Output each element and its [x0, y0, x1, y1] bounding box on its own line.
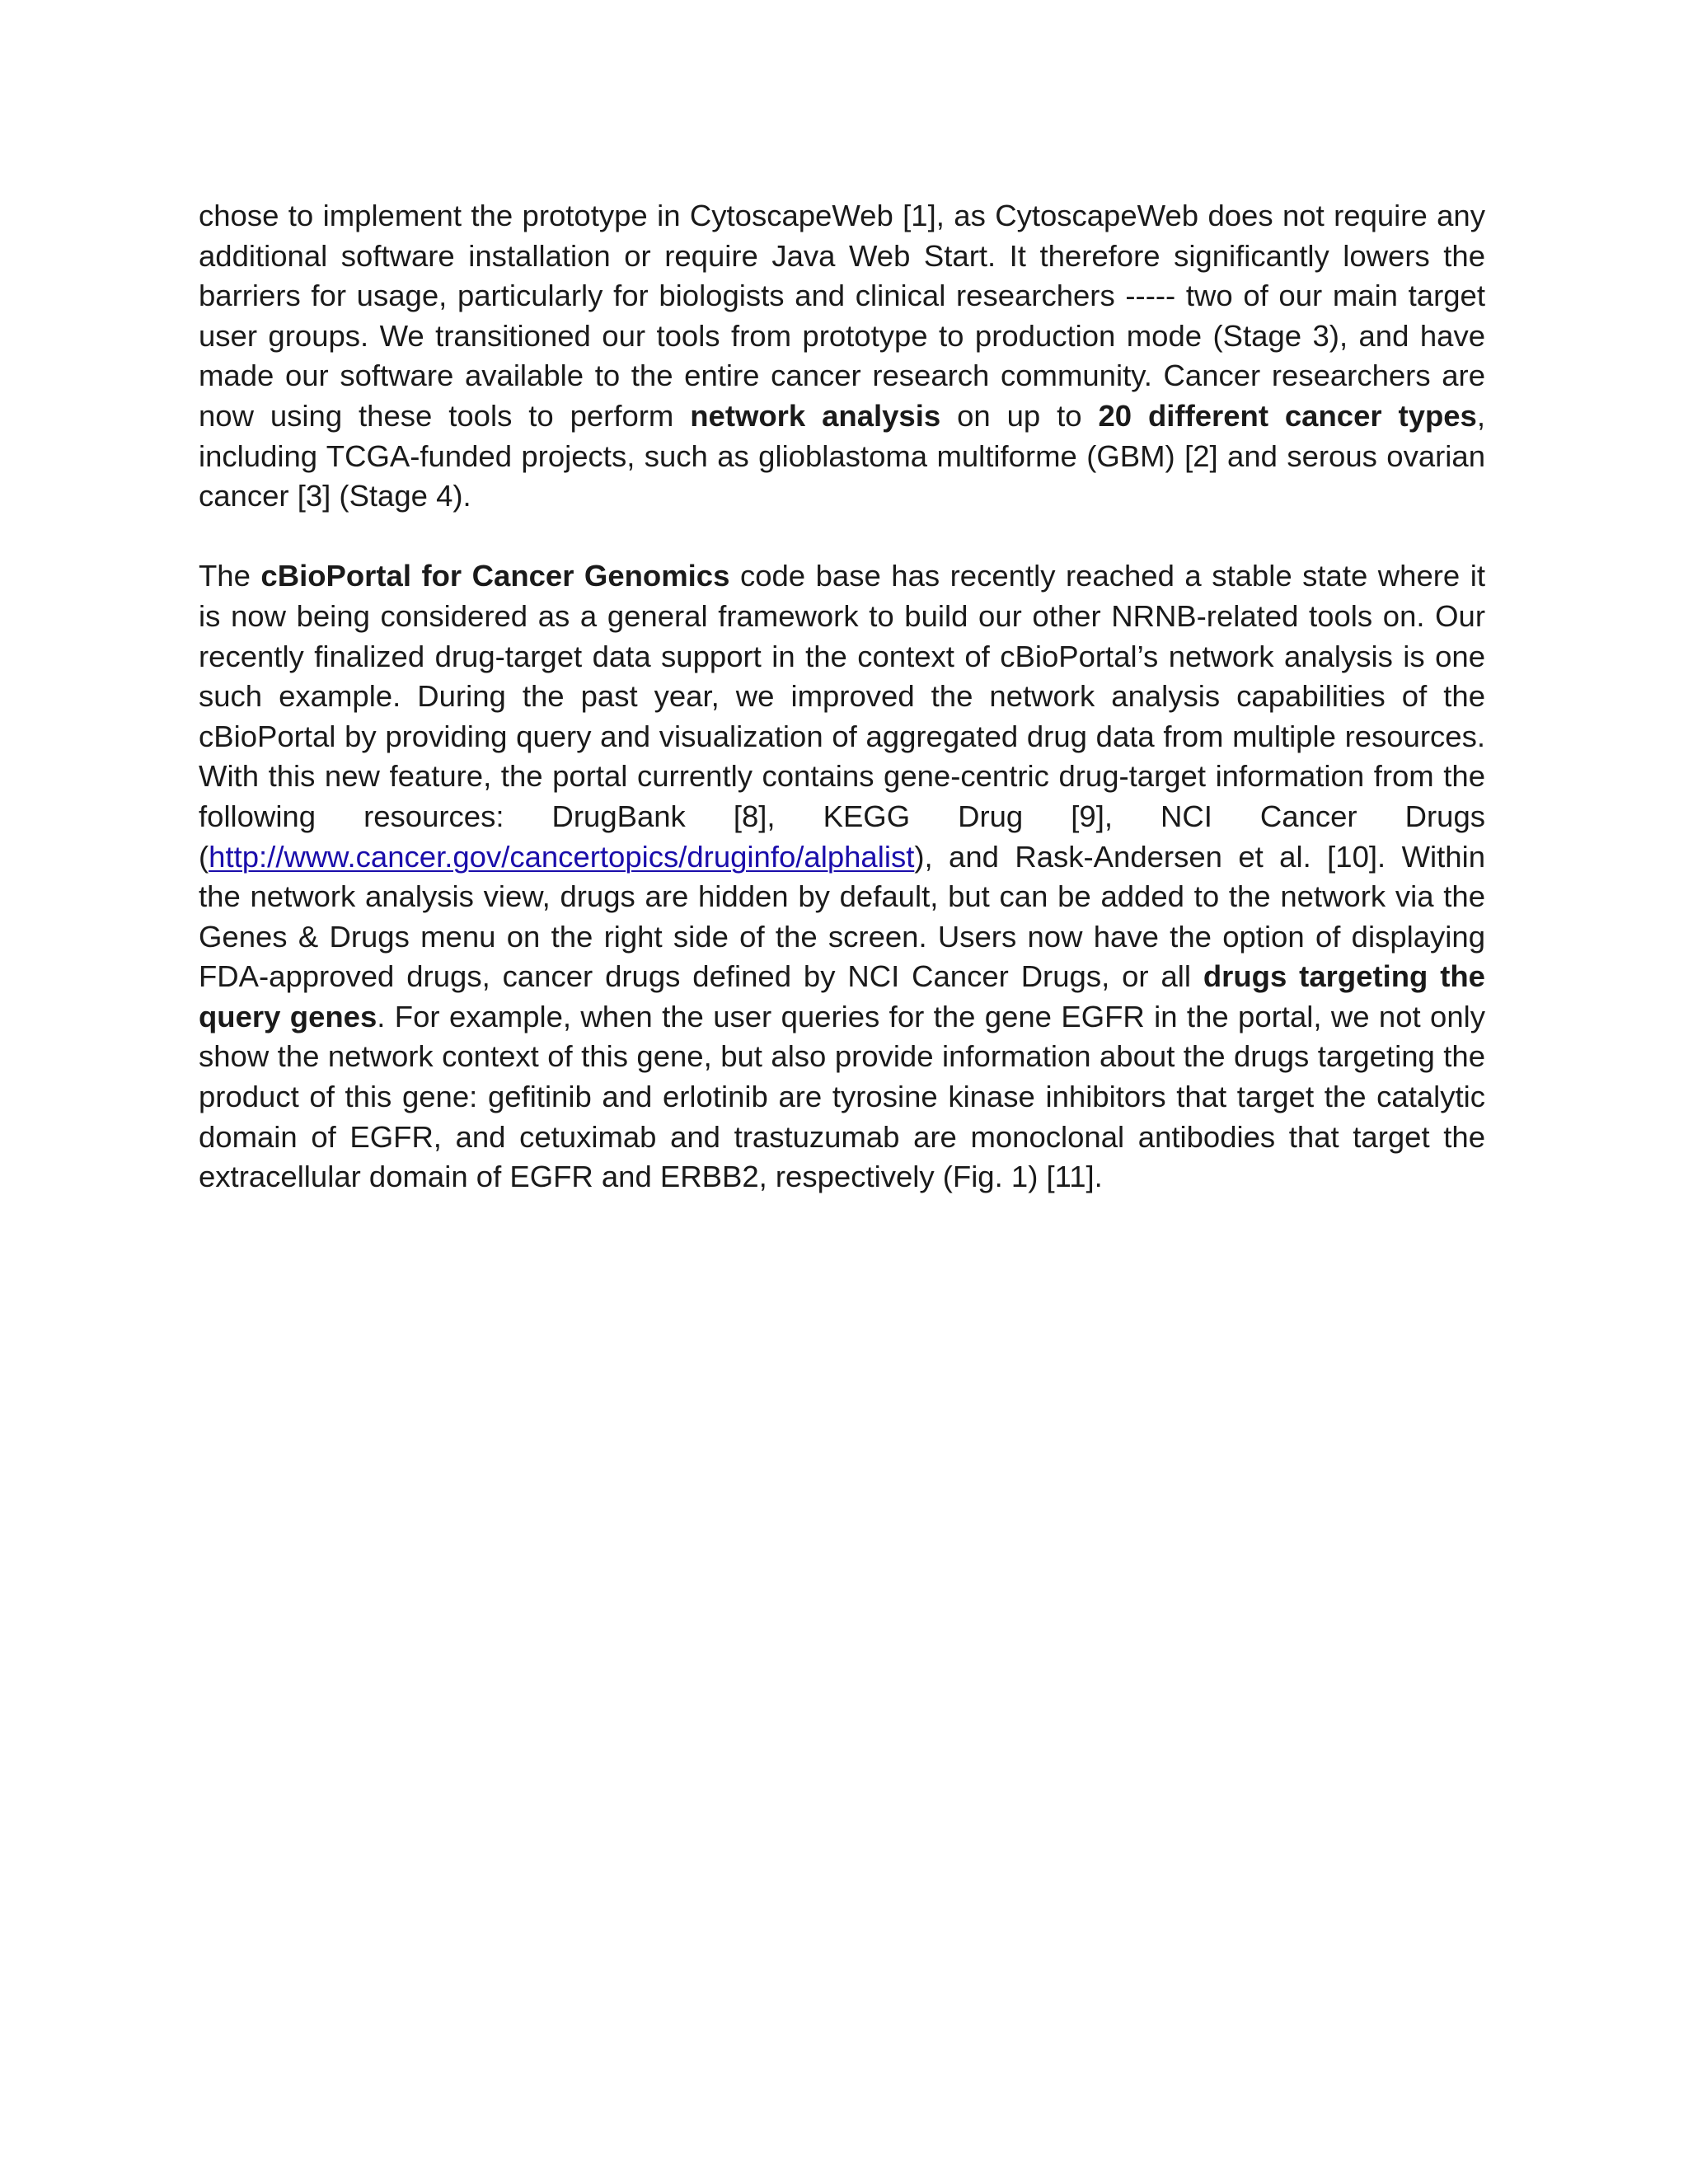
paragraph-text: chose to implement the prototype in CytoscapeWeb [1], as CytoscapeWeb does not require any additional software installation or require Java Web Start. It therefore significantly lowers the barriers for usage, particularly for biologists and clinical researchers ----- two of our main target user groups. We transitioned our tools from prototype to production mode (Stage 3), and have made our software available to the entire cancer research community. Cancer researchers are now using these tools to perform: [199, 199, 1485, 433]
paragraph-cbioportal: [199, 556, 1485, 1197]
paragraph-text: ), and Rask-Andersen et al. [10]. Within the network analysis view, drugs are hidden by default, but can be added to the network via the Genes & Drugs menu on the right side of the screen. Users now have the option of displaying FDA-approved drugs, cancer drugs defined by NCI Cancer Drugs, or all: [199, 839, 1485, 994]
nci-druginfo-link[interactable]: http://www.cancer.gov/cancertopics/druginfo/alphalist: [209, 839, 915, 874]
bold-cancer-types: 20 different cancer types: [1098, 398, 1477, 433]
bold-cbioportal-title: cBioPortal for Cancer Genomics: [260, 559, 730, 593]
bold-network-analysis: network analysis: [690, 398, 941, 433]
paragraph-text: on up to: [940, 398, 1099, 433]
document-body: [199, 196, 1485, 1197]
paragraph-text: The: [199, 559, 261, 593]
paragraph-cytoscapeweb: [199, 196, 1485, 517]
paragraph-text: code base has recently reached a stable state where it is now being considered as a general framework to build our other NRNB-related tools on. Our recently finalized drug-target data support in the context of cBioPortal’s network analysis is one such example. During the past year, we improved the network analysis capabilities of the cBioPortal by providing query and visualization of aggregated drug data from multiple resources. With this new feature, the portal currently contains gene-centric drug-target information from the following resources: DrugBank [8], KEGG Drug [9], NCI Cancer Drugs (: [199, 559, 1485, 874]
paragraph-text: , including TCGA-funded projects, such as glioblastoma multiforme (GBM) [2] and serous ovarian cancer [3] (Stage 4).: [199, 398, 1485, 513]
bold-drugs-targeting: drugs targeting the query genes: [199, 959, 1485, 1033]
paragraph-text: . For example, when the user queries for the gene EGFR in the portal, we not only show the network context of this gene, but also provide information about the drugs targeting the product of this gene: gefitinib and erlotinib are tyrosine kinase inhibitors that target the catalytic domain of EGFR, and cetuximab and trastuzumab are monoclonal antibodies that target the extracellular domain of EGFR and ERBB2, respectively (Fig. 1) [11].: [199, 999, 1485, 1194]
